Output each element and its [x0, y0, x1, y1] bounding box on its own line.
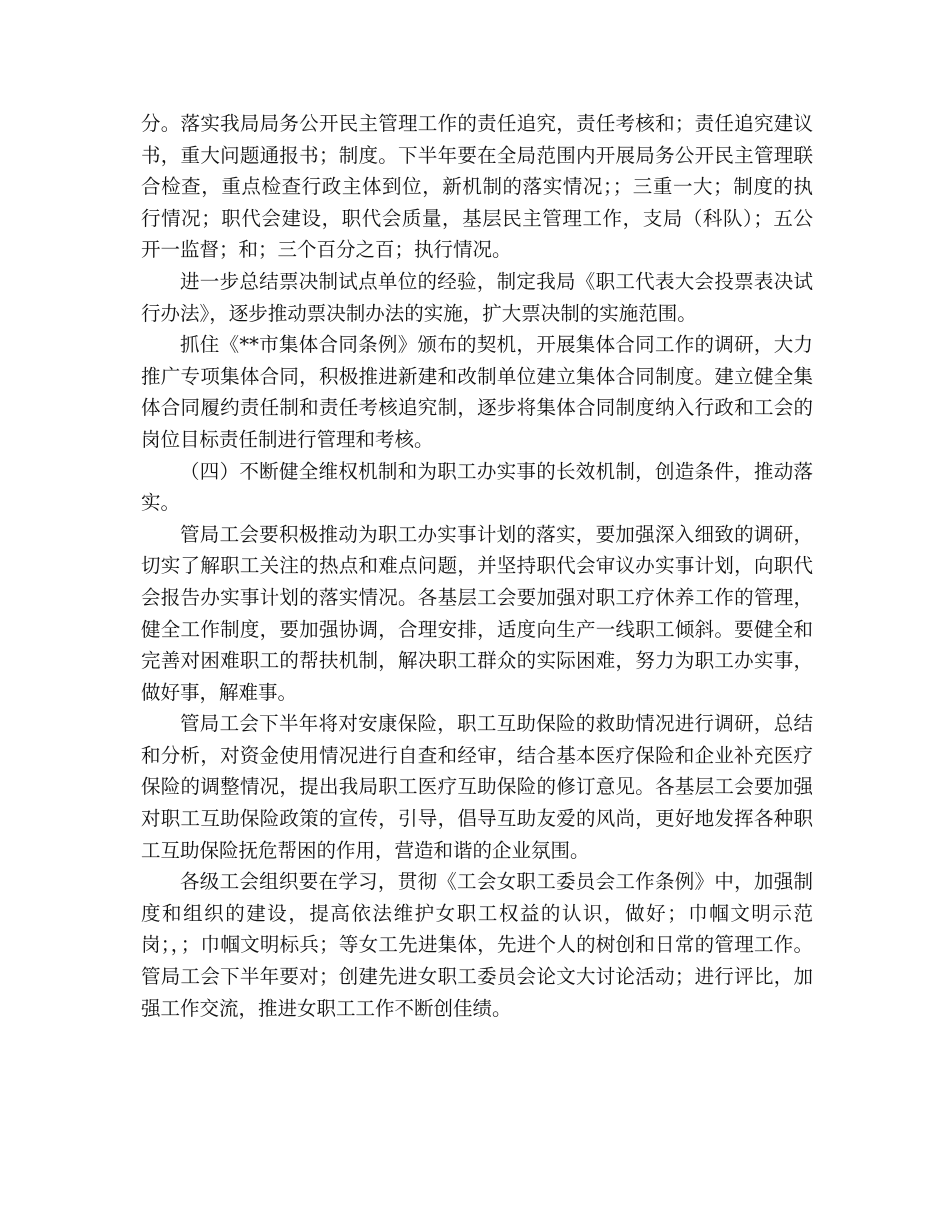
- document-body: [141, 108, 813, 1024]
- paragraph-7: 各级工会组织要在学习，贯彻《工会女职工委员会工作条例》中，加强制度和组织的建设，提高依法维护女职工权益的认识，做好；巾帼文明示范岗；，；巾帼文明标兵；等女工先进集体，先进个人的树创和日常的管理工作。管局工会下半年要对；创建先进女职工委员会论文大讨论活动；进行评比，加强工作交流，推进女职工工作不断创佳绩。: [141, 870, 813, 1020]
- paragraph-1: 分。落实我局局务公开民主管理工作的责任追究，责任考核和；责任追究建议书，重大问题通报书；制度。下半年要在全局范围内开展局务公开民主管理联合检查，重点检查行政主体到位，新机制的落实情况；；三重一大；制度的执行情况；职代会建设，职代会质量，基层民主管理工作，支局（科队）；五公开一监督；和；三个百分之百；执行情况。: [141, 112, 813, 262]
- paragraph-3: 抓住《**市集体合同条例》颁布的契机，开展集体合同工作的调研，大力推广专项集体合同，积极推进新建和改制单位建立集体合同制度。建立健全集体合同履约责任制和责任考核追究制，逐步将集体合同制度纳入行政和工会的岗位目标责任制进行管理和考核。: [141, 333, 813, 451]
- paragraph-5: 管局工会要积极推动为职工办实事计划的落实，要加强深入细致的调研，切实了解职工关注的热点和难点问题，并坚持职代会审议办实事计划，向职代会报告办实事计划的落实情况。各基层工会要加强对职工疗休养工作的管理，健全工作制度，要加强协调，合理安排，适度向生产一线职工倾斜。要健全和完善对困难职工的帮扶机制，解决职工群众的实际困难，努力为职工办实事，做好事，解难事。: [141, 522, 813, 704]
- paragraph-6: 管局工会下半年将对安康保险，职工互助保险的救助情况进行调研，总结和分析，对资金使用情况进行自查和经审，结合基本医疗保险和企业补充医疗保险的调整情况，提出我局职工医疗互助保险的修订意见。各基层工会要加强对职工互助保险政策的宣传，引导，倡导互助友爱的风尚，更好地发挥各种职工互助保险抚危帮困的作用，营造和谐的企业氛围。: [141, 712, 813, 862]
- paragraph-2: 进一步总结票决制试点单位的经验，制定我局《职工代表大会投票表决试行办法》，逐步推动票决制办法的实施，扩大票决制的实施范围。: [141, 269, 813, 325]
- paragraph-4-section-heading: （四）不断健全维权机制和为职工办实事的长效机制，创造条件，推动落实。: [141, 459, 813, 515]
